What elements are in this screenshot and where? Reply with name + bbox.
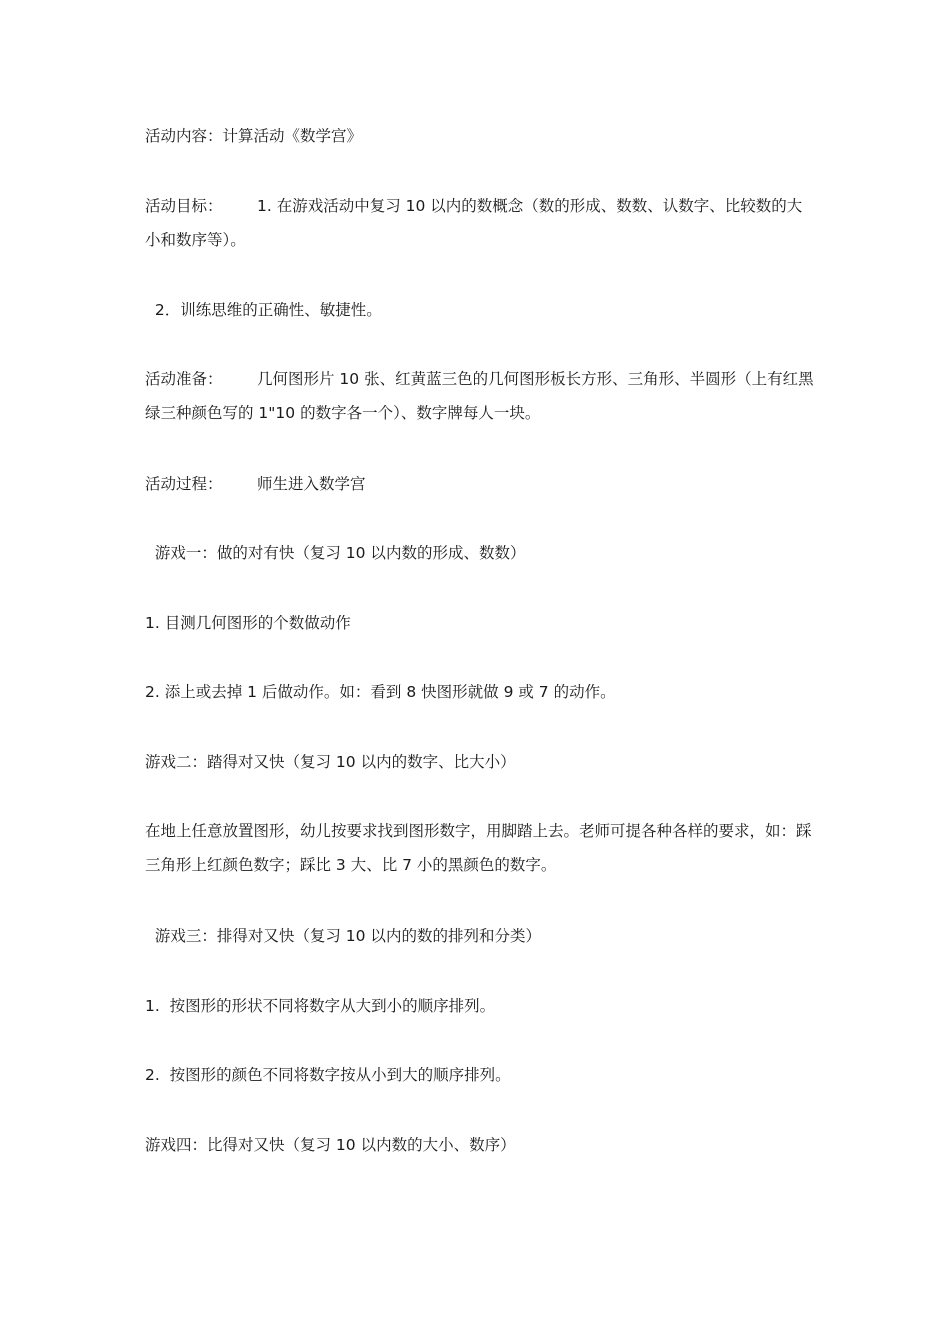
game-two-heading: 游戏二：踏得对又快（复习 10 以内的数字、比大小） xyxy=(145,753,516,771)
game-one-step-2: 2. 添上或去掉 1 后做动作。如：看到 8 快图形就做 9 或 7 的动作。 xyxy=(145,683,616,701)
activity-process: 活动过程： 师生进入数学宫 xyxy=(145,475,366,493)
game-three-step-1: 1. 按图形的形状不同将数字从大到小的顺序排列。 xyxy=(145,997,496,1015)
activity-goal-2: 2．训练思维的正确性、敏捷性。 xyxy=(145,301,382,319)
activity-preparation: 活动准备： 几何图形片 10 张、红黄蓝三色的几何图形板长方形、三角形、半圆形（上有红黑绿三种颜色写的 1"10 的数字各一个）、数字牌每人一块。 xyxy=(145,370,814,422)
game-one-heading: 游戏一：做的对有快（复习 10 以内数的形成、数数） xyxy=(145,544,526,562)
activity-content: 活动内容：计算活动《数学宫》 xyxy=(145,127,363,145)
game-four-heading: 游戏四：比得对又快（复习 10 以内数的大小、数序） xyxy=(145,1136,516,1154)
game-two-description: 在地上任意放置图形，幼儿按要求找到图形数字，用脚踏上去。老师可提各种各样的要求，如：踩三角形上红颜色数字；踩比 3 大、比 7 小的黑颜色的数字。 xyxy=(145,822,812,874)
game-three-step-2: 2. 按图形的颜色不同将数字按从小到大的顺序排列。 xyxy=(145,1066,511,1084)
activity-goals: 活动目标： 1. 在游戏活动中复习 10 以内的数概念（数的形成、数数、认数字、比较数的大小和数序等）。 xyxy=(145,197,803,249)
game-one-step-1: 1. 目测几何图形的个数做动作 xyxy=(145,614,351,632)
game-three-heading: 游戏三：排得对又快（复习 10 以内的数的排列和分类） xyxy=(145,927,541,945)
